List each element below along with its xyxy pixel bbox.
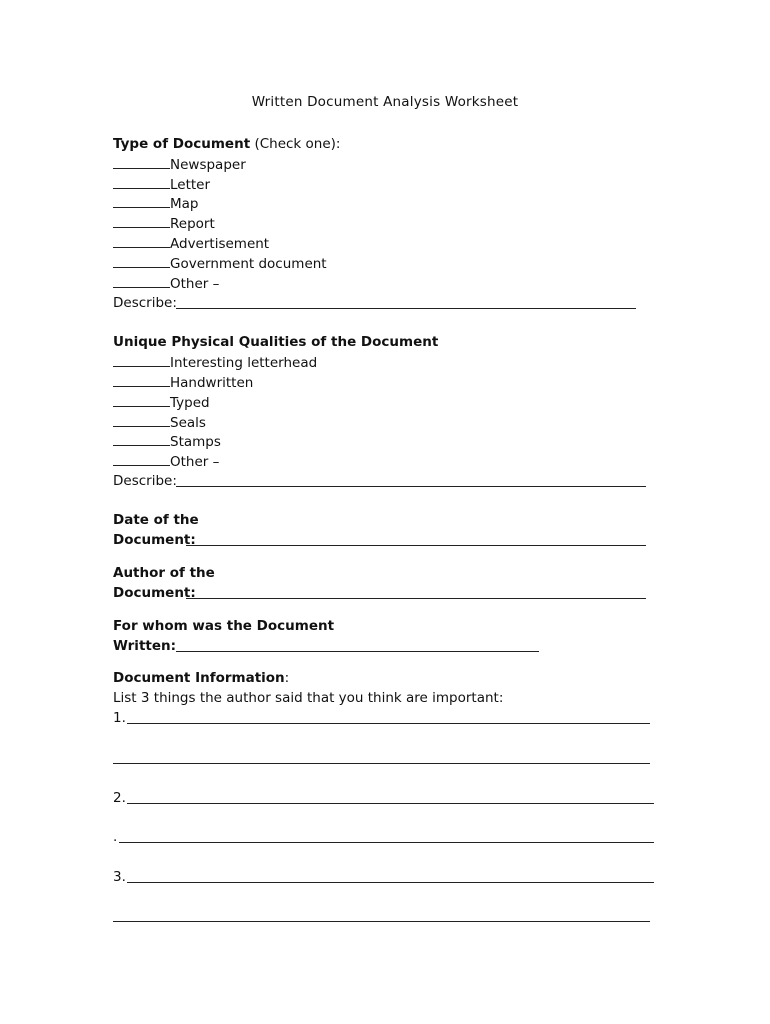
type-option-report xyxy=(113,213,215,233)
author-label-line2: Document: xyxy=(113,585,196,601)
item-2-line-prefix: . xyxy=(113,829,118,845)
type-hint: (Check one): xyxy=(250,136,341,152)
type-describe-line[interactable] xyxy=(176,308,636,309)
checkbox-blank[interactable] xyxy=(113,213,170,228)
item-2-line-a[interactable] xyxy=(127,803,654,804)
checkbox-blank[interactable] xyxy=(113,412,170,427)
option-label: Advertisement xyxy=(170,236,270,252)
option-label: Letter xyxy=(170,177,211,193)
checkbox-blank[interactable] xyxy=(113,431,170,446)
page-title: Written Document Analysis Worksheet xyxy=(251,94,519,110)
item-number-3: 3. xyxy=(113,869,126,885)
checkbox-blank[interactable] xyxy=(113,392,170,407)
checkbox-blank[interactable] xyxy=(113,273,170,288)
physical-option-stamps xyxy=(113,431,221,451)
info-heading-row xyxy=(113,668,289,688)
option-label: Seals xyxy=(170,415,206,431)
type-option-advertisement xyxy=(113,233,269,253)
physical-describe-row xyxy=(113,471,177,491)
describe-label: Describe: xyxy=(113,295,177,311)
type-option-map xyxy=(113,193,199,213)
checkbox-blank[interactable] xyxy=(113,352,170,367)
type-heading: Type of Document xyxy=(113,136,251,152)
physical-option-handwritten xyxy=(113,372,253,392)
checkbox-blank[interactable] xyxy=(113,451,170,466)
item-2-line-b[interactable] xyxy=(119,842,654,843)
date-label-line2: Document: xyxy=(113,532,196,548)
checkbox-blank[interactable] xyxy=(113,154,170,169)
info-heading: Document Information xyxy=(113,670,285,686)
physical-option-seals xyxy=(113,412,206,432)
audience-label-line1: For whom was the Document xyxy=(113,618,335,634)
item-3-line-b[interactable] xyxy=(113,921,650,922)
author-answer-line[interactable] xyxy=(186,598,646,599)
type-option-other xyxy=(113,273,219,293)
checkbox-blank[interactable] xyxy=(113,253,170,268)
option-label: Handwritten xyxy=(170,375,254,391)
author-label-line1: Author of the xyxy=(113,565,215,581)
describe-label: Describe: xyxy=(113,473,177,489)
option-label: Stamps xyxy=(170,434,221,450)
option-label: Other – xyxy=(170,276,220,292)
audience-answer-line[interactable] xyxy=(176,651,539,652)
item-number-1: 1. xyxy=(113,710,126,726)
option-label: Interesting letterhead xyxy=(170,355,318,371)
option-label: Other – xyxy=(170,454,220,470)
option-label: Report xyxy=(170,216,215,232)
option-label: Newspaper xyxy=(170,157,246,173)
option-label: Typed xyxy=(170,395,210,411)
date-label-line1: Date of the xyxy=(113,512,199,528)
physical-describe-line[interactable] xyxy=(176,486,646,487)
physical-option-other xyxy=(113,451,219,471)
info-colon: : xyxy=(284,670,290,686)
type-option-letter xyxy=(113,174,210,194)
audience-label-line2: Written: xyxy=(113,638,177,654)
checkbox-blank[interactable] xyxy=(113,174,170,189)
checkbox-blank[interactable] xyxy=(113,193,170,208)
item-1-line-a[interactable] xyxy=(127,723,650,724)
item-3-line-a[interactable] xyxy=(127,882,654,883)
type-option-newspaper xyxy=(113,154,246,174)
physical-heading: Unique Physical Qualities of the Document xyxy=(113,334,439,350)
option-label: Government document xyxy=(170,256,327,272)
item-1-line-b[interactable] xyxy=(113,763,650,764)
type-describe-row xyxy=(113,293,177,313)
physical-option-typed xyxy=(113,392,210,412)
physical-option-letterhead xyxy=(113,352,317,372)
type-heading-row xyxy=(113,134,340,154)
checkbox-blank[interactable] xyxy=(113,372,170,387)
item-number-2: 2. xyxy=(113,790,126,806)
type-option-government xyxy=(113,253,327,273)
info-prompt: List 3 things the author said that you think are important: xyxy=(113,690,504,706)
checkbox-blank[interactable] xyxy=(113,233,170,248)
date-answer-line[interactable] xyxy=(186,545,646,546)
option-label: Map xyxy=(170,196,199,212)
